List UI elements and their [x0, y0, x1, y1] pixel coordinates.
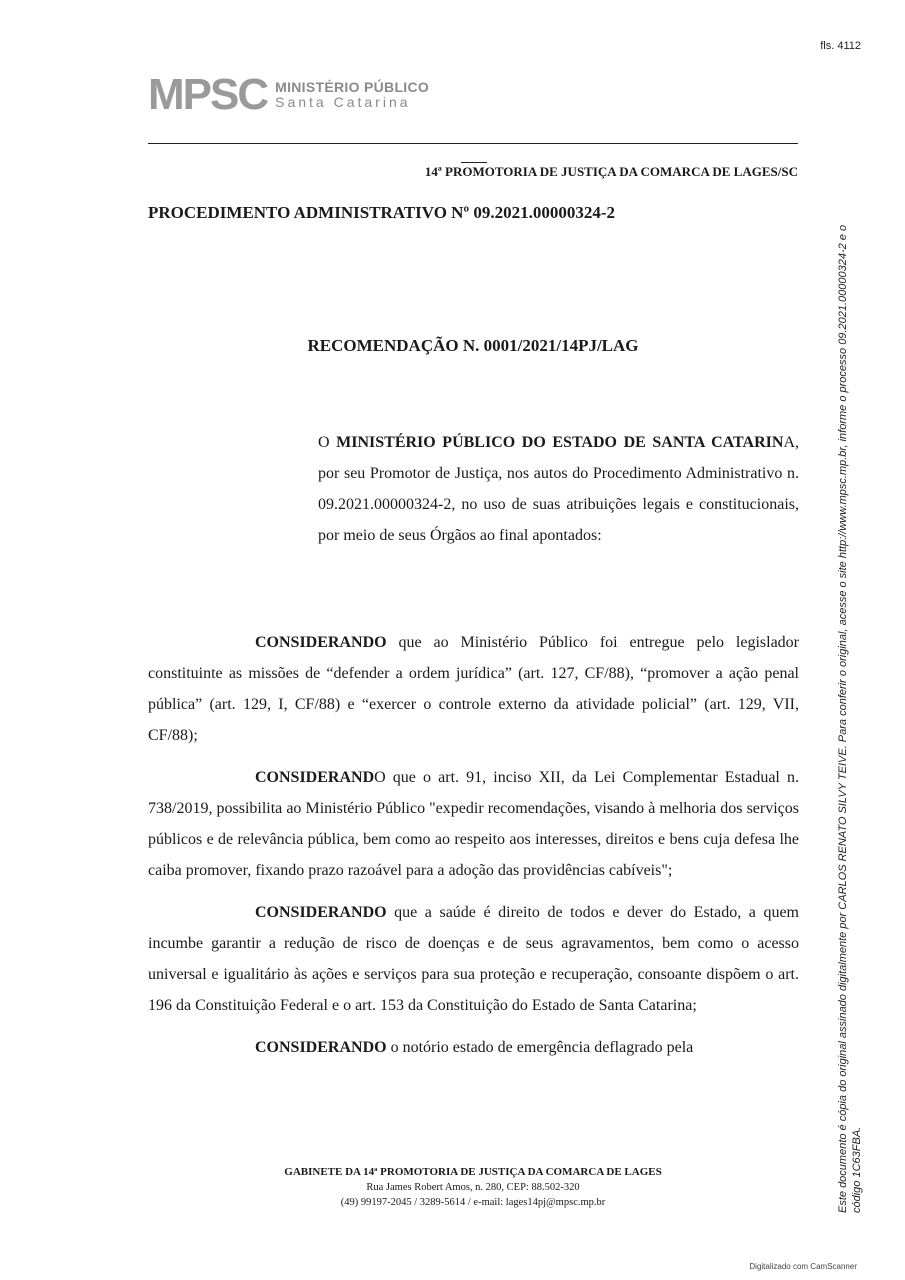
considerando-keyword: CONSIDERAND: [255, 769, 375, 786]
procedure-title: PROCEDIMENTO ADMINISTRATIVO Nº 09.2021.00000324-2: [148, 203, 615, 222]
office-title: 14ª PROMOTORIA DE JUSTIÇA DA COMARCA DE LAGES/SC: [424, 164, 798, 179]
intro-lead: O: [318, 434, 337, 451]
scanner-watermark: Digitalizado com CamScanner: [749, 1262, 857, 1271]
header-rule: [148, 143, 798, 144]
considerando-paragraph: [148, 627, 799, 751]
paragraph-text: que ao Ministério Público foi entregue pelo legislador constituinte as missões de “defender a ordem jurídica” (art. 127, CF/88), “promover a ação penal pública” (art. 129, I, CF/88) e “exercer o controle externo da atividade policial” (art. 129, VII, CF/88);: [148, 634, 799, 744]
mpsc-logo: [148, 70, 429, 120]
page-number: fls. 4112: [820, 40, 861, 52]
logo-line-1: MINISTÉRIO PÚBLICO: [275, 79, 430, 96]
logo-mark: MPSC: [148, 70, 268, 119]
recommendation-title: RECOMENDAÇÃO N. 0001/2021/14PJ/LAG: [307, 336, 639, 355]
signature-note-line-1: Este documento é cópia do original assinado digitalmente por CARLOS RENATO SILVY TEIVE. Para conferir o original, acesse o site http://www.mpsc.mp.br, informe o processo 09.2021.00000324-2 e o: [837, 224, 849, 1213]
paragraph-text: O que o art. 91, inciso XII, da Lei Complementar Estadual n. 738/2019, possibilita ao Ministério Público "expedir recomendações, visando à melhoria dos serviços públicos e de relevância pública, bem como ao respeito aos interesses, direitos e bens cuja defesa lhe caiba promover, fixando prazo razoável para a adoção das providências cabíveis";: [148, 769, 799, 879]
paragraph-text: o notório estado de emergência deflagrado pela: [386, 1039, 694, 1056]
footer-address: Rua James Robert Amos, n. 280, CEP: 88.502-320: [366, 1182, 580, 1193]
digital-signature-note: [836, 123, 864, 1213]
considerando-paragraph: [148, 897, 799, 1021]
considerando-paragraph: [148, 762, 799, 886]
considerando-paragraph: [148, 1032, 799, 1063]
footer-office: GABINETE DA 14ª PROMOTORIA DE JUSTIÇA DA COMARCA DE LAGES: [284, 1166, 662, 1178]
footer-contact: (49) 99197-2045 / 3289-5614 / e-mail: lages14pj@mpsc.mp.br: [340, 1197, 606, 1208]
signature-note-line-2: código 1C63FBA.: [851, 1126, 863, 1213]
header-short-rule: [461, 162, 487, 163]
paragraph-text: que a saúde é direito de todos e dever do Estado, a quem incumbe garantir a redução de risco de doenças e de seus agravamentos, bem como o acesso universal e igualitário às ações e serviços para sua proteção e recuperação, consoante dispõem o art. 196 da Constituição Federal e o art. 153 da Constituição do Estado de Santa Catarina;: [148, 904, 799, 1014]
intro-bold: MINISTÉRIO PÚBLICO DO ESTADO DE SANTA CATARIN: [336, 434, 784, 451]
logo-line-2: Santa Catarina: [275, 94, 411, 110]
considerando-keyword: CONSIDERANDO: [255, 904, 387, 921]
document-body: [148, 627, 799, 1074]
page-footer: [148, 1165, 798, 1210]
considerando-keyword: CONSIDERANDO: [255, 634, 387, 651]
logo-text: [275, 80, 429, 109]
intro-rest: A, por seu Promotor de Justiça, nos autos do Procedimento Administrativo n. 09.2021.00000324-2, no uso de suas atribuições legais e constitucionais, por meio de seus Órgãos ao final apontados:: [318, 434, 799, 544]
considerando-keyword: CONSIDERANDO: [255, 1039, 387, 1056]
intro-paragraph: [318, 427, 799, 551]
